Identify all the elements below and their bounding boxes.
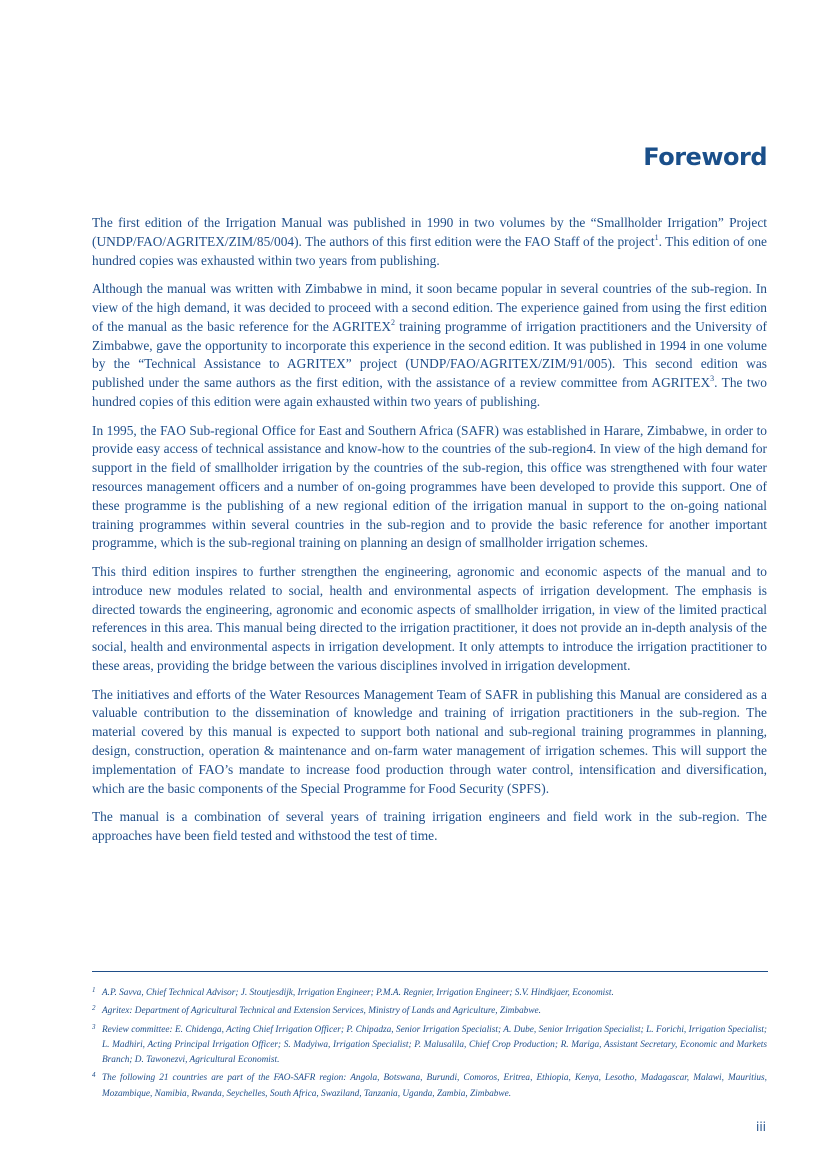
page-heading: Foreword: [643, 143, 767, 171]
footnote-text: Agritex: Department of Agricultural Technical and Extension Services, Ministry of Lands and Agriculture, Zimbabwe.: [102, 1006, 541, 1017]
paragraph-3: In 1995, the FAO Sub-regional Office for East and Southern Africa (SAFR) was established in Harare, Zimbabwe, in order to provide easy access of technical assistance and know-how to the countries of the sub-region4. In view of the high demand for support in the field of smallholder irrigation by the countries of the sub-region, this office was strengthened with four water resources management officers and a number of on-going programmes have been developed to provide this support. One of these programme is the publishing of a new regional edition of the irrigation manual in support to the on-going national training programmes within several countries in the sub-region and to provide the basic reference for another important programme, which is the sub-regional training on planning an design of smallholder irrigation schemes.: [92, 422, 767, 551]
footnote-divider: [92, 971, 768, 972]
footnote-text: The following 21 countries are part of the FAO-SAFR region: Angola, Botswana, Burundi, Comoros, Eritrea, Ethiopia, Kenya, Lesotho, Madagascar, Malawi, Mauritius, Mozambique, Namibia, Rwanda, Seychelles, South Africa, Swaziland, Tanzania, Uganda, Zambia, Zimbabwe.: [102, 1073, 767, 1099]
paragraph-text: Although the manual was written with Zimbabwe in mind, it soon became popular in several countries of the sub-region. In view of the high demand, it was decided to proceed with a second edition. The experience gained from using the first edition of the manual as the basic reference for the AGRITEX: [92, 281, 767, 334]
footnotes: [92, 986, 767, 1105]
footnote-number: 3: [92, 1022, 96, 1031]
footnote-number: 1: [92, 986, 96, 994]
footnote-3: [92, 1023, 767, 1069]
body-text: [92, 214, 767, 855]
footnote-ref[interactable]: 2: [391, 317, 396, 327]
footnote-2: [92, 1004, 767, 1019]
paragraph-4: This third edition inspires to further strengthen the engineering, agronomic and economic aspects of the manual and to introduce new modules related to social, health and environmental aspects of irrigation development. The emphasis is directed towards the engineering, agronomic and economic aspects of smallholder irrigation, in view of the limited practical references in this area. This manual being directed to the irrigation practitioner, it does not provide an in-depth analysis of the social, health and environmental aspects in irrigation development. It only attempts to introduce the irrigation practitioner to these areas, providing the bridge between the various disciplines involved in irrigation development.: [92, 563, 767, 673]
footnote-4: [92, 1071, 767, 1102]
paragraph-text: The first edition of the Irrigation Manual was published in 1990 in two volumes by the “Smallholder Irrigation” Project (UNDP/FAO/AGRITEX/ZIM/85/004). The authors of this first edition were the FAO Staff of the project: [92, 215, 767, 249]
footnote-number: 2: [92, 1004, 96, 1013]
footnote-1: [92, 986, 767, 1001]
paragraph-5: The initiatives and efforts of the Water Resources Management Team of SAFR in publishing this Manual are considered as a valuable contribution to the dissemination of knowledge and training of irrigation practitioners in the sub-region. The material covered by this manual is expected to support both national and sub-regional training programmes in planning, design, construction, operation & maintenance and on-farm water management of irrigation schemes. This will support the implementation of FAO’s mandate to increase food production through water control, intensification and diversification, which are the basic components of the Special Programme for Food Security (SPFS).: [92, 686, 767, 796]
paragraph-text: . The two hundred copies of this edition were again exhausted within two years of publishing.: [92, 375, 767, 409]
footnote-text: A.P. Savva, Chief Technical Advisor; J. Stoutjesdijk, Irrigation Engineer; P.M.A. Regnier, Irrigation Engineer; S.V. Hindkjaer, Economist.: [102, 988, 614, 998]
footnote-text: Review committee: E. Chidenga, Acting Chief Irrigation Officer; P. Chipadza, Senior Irrigation Specialist; A. Dube, Senior Irrigation Specialist; L. Forichi, Irrigation Specialist; L. Madhiri, Acting Principal Irrigation Officer; S. Madyiwa, Irrigation Specialist; P. Malusalila, Chief Crop Production; R. Mariga, Assistant Secretary, Economic and Markets Branch; D. Tawonezvi, Agricultural Economist.: [102, 1024, 767, 1066]
paragraph-2: [92, 280, 767, 412]
footnote-ref[interactable]: 3: [710, 374, 715, 384]
footnote-number: 4: [92, 1071, 96, 1080]
footnote-ref[interactable]: 1: [654, 232, 659, 242]
paragraph-text: training programme of irrigation practitioners and the University of Zimbabwe, gave the opportunity to incorporate this experience in the second edition. It was published in 1994 in one volume by the “Technical Assistance to AGRITEX” project (UNDP/FAO/AGRITEX/ZIM/91/005). This second edition was published under the same authors as the first edition, with the assistance of a review committee from AGRITEX: [92, 318, 767, 391]
page-number: iii: [755, 1120, 766, 1134]
paragraph-1: [92, 214, 767, 270]
paragraph-text: . This edition of one hundred copies was exhausted within two years from publishing.: [92, 233, 768, 268]
paragraph-6: The manual is a combination of several years of training irrigation engineers and field work in the sub-region. The approaches have been field tested and withstood the test of time.: [92, 809, 767, 843]
